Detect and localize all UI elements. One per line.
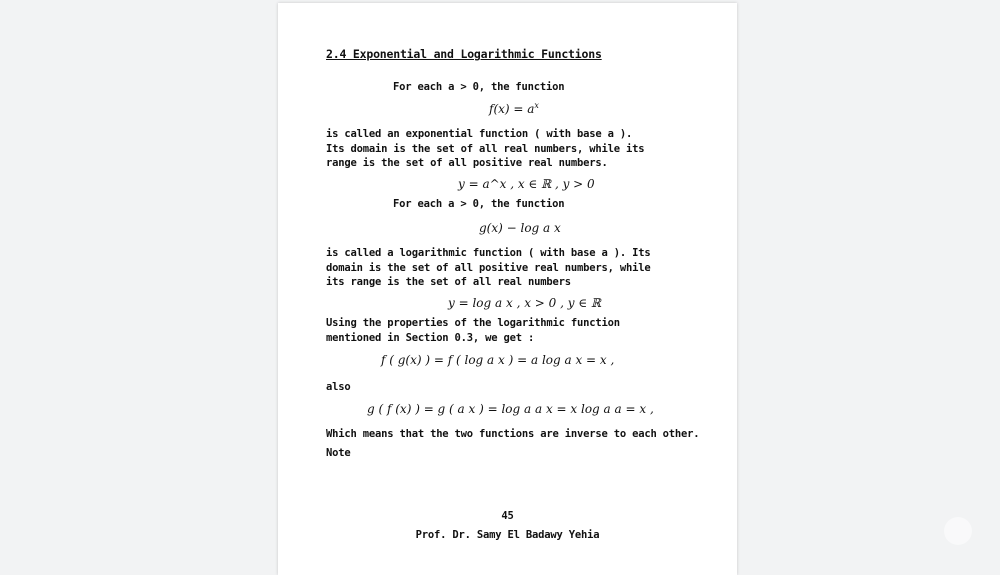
equation-exponential-domain: y = a^x , x ∈ ℝ , y > 0 — [458, 177, 595, 191]
equation-logarithmic: g(x) − log a x — [479, 221, 561, 235]
intro-text-2: For each a > 0, the function — [393, 198, 565, 210]
paragraph-exponential-definition: is called an exponential function ( with base a ). Its domain is the set of all real numbers, while its range is the set of all positive real numbers. — [326, 128, 645, 169]
equation-exponential — [489, 101, 539, 116]
document-page — [278, 3, 737, 575]
equation-logarithmic-domain: y = log a x , x > 0 , y ∈ ℝ — [448, 296, 601, 310]
paragraph-logarithmic-definition: is called a logarithmic function ( with base a ). Its domain is the set of all positive real numbers, while its range is the set of all real numbers — [326, 247, 651, 288]
equation-composition-fg: f ( g(x) ) = f ( log a x ) = a log a x = x , — [381, 353, 615, 367]
section-heading: 2.4 Exponential and Logarithmic Functions — [326, 47, 602, 61]
equation-composition-gf: g ( f (x) ) = g ( a x ) = log a a x = x log a a = x , — [367, 402, 654, 416]
author-footer: Prof. Dr. Samy El Badawy Yehia — [415, 529, 600, 541]
intro-text-1: For each a > 0, the function — [393, 81, 565, 93]
scroll-indicator[interactable] — [944, 517, 972, 545]
page-number: 45 — [501, 510, 514, 522]
note-label: Note — [326, 447, 351, 459]
paragraph-inverse-conclusion: Which means that the two functions are inverse to each other. — [326, 428, 700, 440]
equation-exponential-base: f(x) = a — [489, 102, 535, 116]
equation-exponential-exponent: x — [534, 101, 539, 110]
paragraph-properties: Using the properties of the logarithmic function mentioned in Section 0.3, we get : — [326, 317, 620, 344]
also-label: also — [326, 381, 351, 393]
